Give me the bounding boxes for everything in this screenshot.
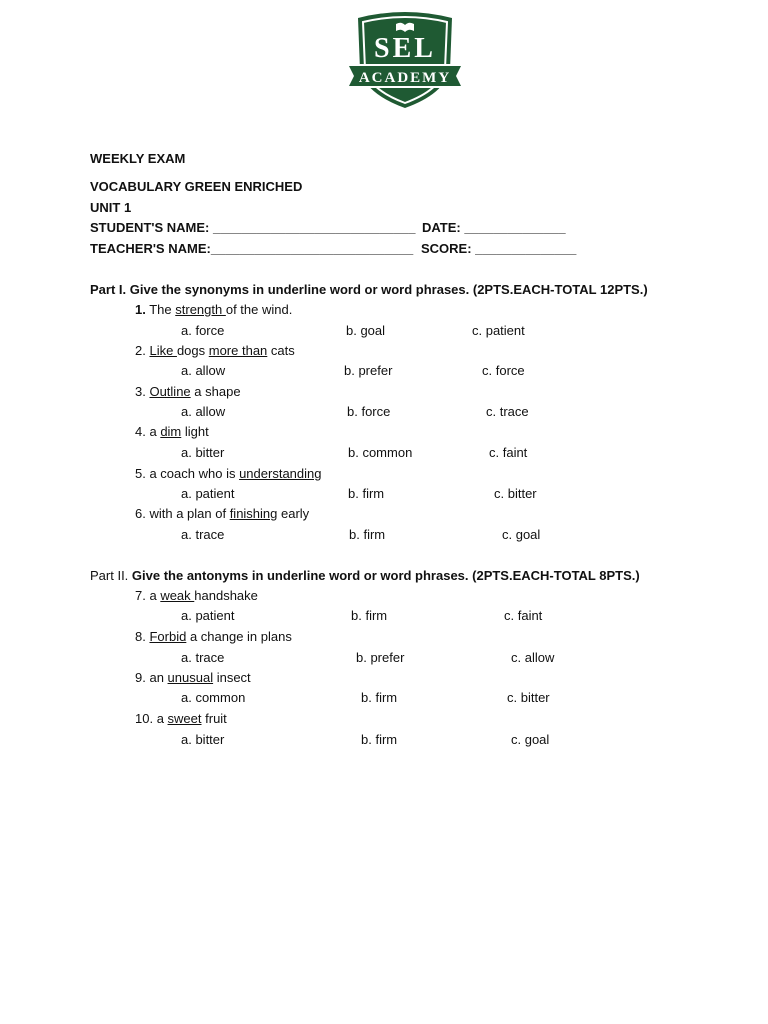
question-text: light xyxy=(181,424,209,439)
underlined-word: dim xyxy=(160,424,182,439)
question-number: 1. xyxy=(135,302,146,317)
choice-b: b. force xyxy=(347,404,391,419)
choice-b: b. firm xyxy=(361,690,398,705)
underlined-word: Like xyxy=(149,343,177,358)
question-6 xyxy=(135,506,309,522)
question-text: a xyxy=(149,588,161,603)
choice-c: c. faint xyxy=(504,608,543,623)
question-number: 5. xyxy=(135,466,146,481)
score-field: SCORE: ______________ xyxy=(421,241,577,256)
underlined-word: unusual xyxy=(167,670,214,685)
question-number: 3. xyxy=(135,384,146,399)
choice-a: a. force xyxy=(181,323,225,338)
underlined-word: finishing xyxy=(229,506,278,521)
part2-title xyxy=(90,568,640,584)
choice-c: c. faint xyxy=(489,445,528,460)
sel-academy-logo xyxy=(344,8,466,110)
underlined-word: more than xyxy=(208,343,268,358)
choice-b: b. firm xyxy=(351,608,388,623)
question-text: with a plan of xyxy=(149,506,230,521)
unit-title: UNIT 1 xyxy=(90,200,132,215)
question-text: a coach who is xyxy=(149,466,240,481)
choice-b: b. common xyxy=(348,445,413,460)
underlined-word: sweet xyxy=(167,711,202,726)
choice-a: a. trace xyxy=(181,527,225,542)
choice-b: b. firm xyxy=(361,732,398,747)
exam-title: WEEKLY EXAM xyxy=(90,151,186,166)
question-text: a shape xyxy=(190,384,241,399)
student-name-field: STUDENT'S NAME: ____________________________ xyxy=(90,220,416,235)
underlined-word: Forbid xyxy=(149,629,187,644)
choice-c: c. goal xyxy=(502,527,541,542)
underlined-word: weak xyxy=(160,588,195,603)
question-5 xyxy=(135,466,321,482)
choice-a: a. bitter xyxy=(181,445,225,460)
choice-c: c. allow xyxy=(511,650,555,665)
choice-b: b. goal xyxy=(346,323,386,338)
choice-a: a. allow xyxy=(181,363,226,378)
logo-bottom-text: ACADEMY xyxy=(358,70,452,86)
part2-heading: Give the antonyms in underline word or word phrases. (2PTS.EACH-TOTAL 8PTS.) xyxy=(131,568,640,583)
logo-top-text: SEL xyxy=(374,33,436,64)
question-text: cats xyxy=(267,343,295,358)
question-text: a change in plans xyxy=(186,629,292,644)
question-8 xyxy=(135,629,292,645)
question-number: 9. xyxy=(135,670,146,685)
question-number: 6. xyxy=(135,506,146,521)
choice-c: c. patient xyxy=(472,323,525,338)
choice-a: a. trace xyxy=(181,650,225,665)
question-text: of the wind. xyxy=(225,302,293,317)
question-text: handshake xyxy=(194,588,258,603)
question-number: 10. xyxy=(135,711,154,726)
choice-b: b. prefer xyxy=(344,363,393,378)
choice-a: a. bitter xyxy=(181,732,225,747)
question-number: 4. xyxy=(135,424,146,439)
choice-b: b. firm xyxy=(349,527,386,542)
question-3 xyxy=(135,384,241,400)
choice-a: a. allow xyxy=(181,404,226,419)
choice-c: c. trace xyxy=(486,404,529,419)
question-number: 7. xyxy=(135,588,146,603)
question-4 xyxy=(135,424,209,440)
question-text: The xyxy=(149,302,176,317)
question-text: fruit xyxy=(201,711,227,726)
question-text: insect xyxy=(213,670,251,685)
choice-b: b. firm xyxy=(348,486,385,501)
choice-b: b. prefer xyxy=(356,650,405,665)
question-text: a xyxy=(149,424,161,439)
choice-c: c. bitter xyxy=(494,486,537,501)
underlined-word: Outline xyxy=(149,384,191,399)
choice-a: a. patient xyxy=(181,608,235,623)
choice-c: c. goal xyxy=(511,732,550,747)
question-text: a xyxy=(156,711,168,726)
choice-c: c. force xyxy=(482,363,525,378)
choice-a: a. common xyxy=(181,690,246,705)
underlined-word: understanding xyxy=(239,466,322,481)
underlined-word: strength xyxy=(175,302,226,317)
choice-a: a. patient xyxy=(181,486,235,501)
question-text: dogs xyxy=(176,343,209,358)
question-9 xyxy=(135,670,251,686)
date-field: DATE: ______________ xyxy=(422,220,566,235)
question-number: 8. xyxy=(135,629,146,644)
part2-prefix: Part II. xyxy=(90,568,132,583)
question-text: an xyxy=(149,670,168,685)
choice-c: c. bitter xyxy=(507,690,550,705)
question-7 xyxy=(135,588,258,604)
part1-title: Part I. Give the synonyms in underline word or word phrases. (2PTS.EACH-TOTAL 12PTS.) xyxy=(90,282,648,297)
question-number: 2. xyxy=(135,343,146,358)
course-title: VOCABULARY GREEN ENRICHED xyxy=(90,179,303,194)
teacher-name-field: TEACHER'S NAME:____________________________ xyxy=(90,241,414,256)
question-text: early xyxy=(277,506,310,521)
question-1 xyxy=(135,302,292,318)
question-2 xyxy=(135,343,295,359)
question-10 xyxy=(135,711,227,727)
